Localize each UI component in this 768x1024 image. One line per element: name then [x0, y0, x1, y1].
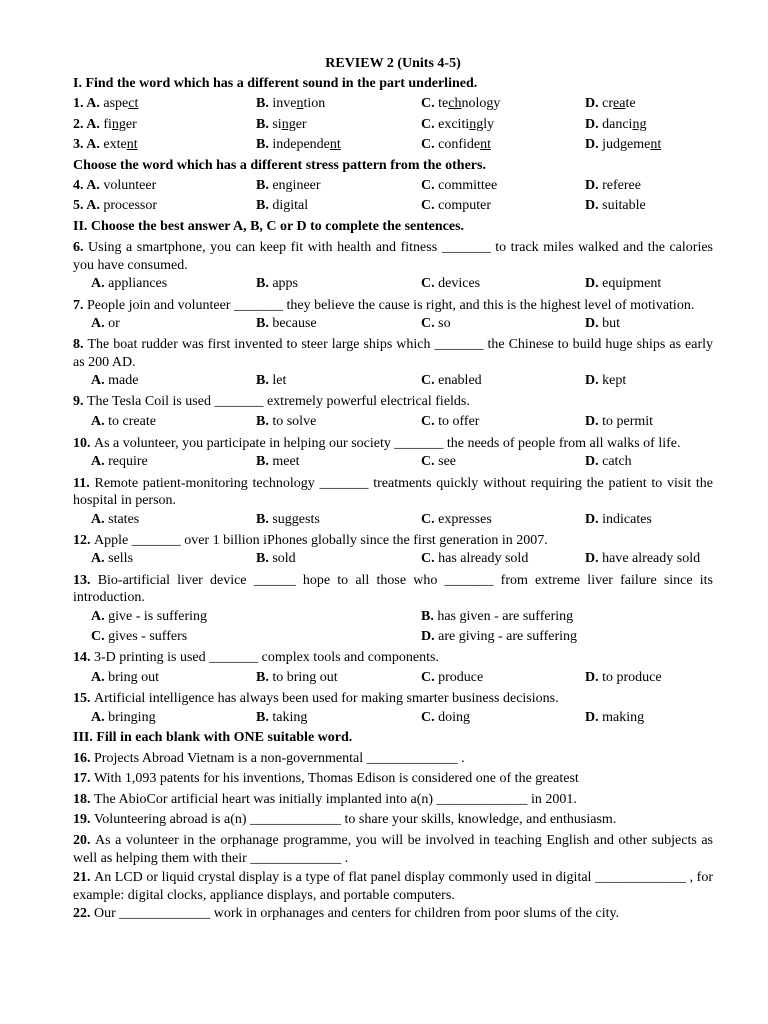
option-text: bring out [108, 670, 160, 685]
underlined-part: ch [448, 96, 462, 112]
options-row [73, 314, 713, 334]
option-letter: D. [585, 454, 603, 470]
option-text: digital [272, 198, 309, 214]
option [256, 510, 320, 530]
option-letter: B. [256, 198, 273, 214]
option-text: enabled [438, 373, 482, 389]
question-text: With 1,093 patents for his inventions, Thomas Edison is considered one of the greatest [94, 771, 579, 787]
option-text: gives - suffers [108, 629, 188, 645]
underlined-part: nt [329, 137, 341, 153]
option-letter: C. [91, 629, 109, 645]
option-letter: B. [256, 96, 273, 112]
option-letter: D. [585, 373, 603, 389]
question-text: An LCD or liquid crystal display is a type of flat panel display commonly used in digital _____________ , for example: digital clocks, appliance displays, and portable computers. [73, 870, 713, 903]
option-text: to create [108, 414, 156, 430]
option-letter: A. [91, 414, 109, 430]
question-number: 22. [73, 906, 94, 922]
option [73, 115, 137, 135]
options-row [73, 627, 713, 647]
option [91, 510, 139, 530]
option-text: sold [272, 551, 296, 567]
question-number: 17. [73, 771, 94, 787]
option-text: fi [103, 116, 112, 132]
option-text: apps [272, 276, 299, 292]
option-letter: C. [421, 316, 439, 332]
option [73, 196, 157, 216]
option-text: making [602, 709, 645, 725]
option-text: suggests [272, 511, 320, 527]
part2-list [73, 239, 713, 728]
fill-question [73, 904, 713, 924]
question-row [73, 115, 713, 135]
option-letter: A. [91, 511, 109, 527]
option [421, 314, 451, 334]
option-text: exte [103, 137, 127, 153]
option-text: bringing [108, 709, 156, 725]
question-text: 3-D printing is used _______ complex tools and components. [94, 649, 439, 665]
option-letter: D. [585, 316, 603, 332]
option-letter: C. [421, 198, 439, 214]
fill-question [73, 869, 713, 904]
option [91, 668, 159, 688]
option-letter: A. [86, 137, 104, 153]
option-text: referee [602, 177, 641, 193]
option-letter: A. [86, 198, 104, 214]
option-letter: D. [585, 276, 603, 292]
option-text: committee [438, 177, 498, 193]
option [91, 708, 156, 728]
underlined-part: ng [632, 116, 647, 132]
option [91, 314, 120, 334]
option [421, 196, 491, 216]
question-number: 1. [73, 96, 87, 112]
question-stem [73, 239, 713, 274]
question-number: 11. [73, 475, 95, 491]
question-text: Using a smartphone, you can keep fit with health and fitness _______ to track miles walked and the calories you have consumed. [73, 240, 713, 273]
option [421, 135, 491, 155]
option-text: engineer [272, 177, 321, 193]
option [585, 452, 632, 472]
question-number: 5. [73, 198, 87, 214]
option-text: tion [303, 96, 326, 112]
question-number: 7. [73, 297, 87, 313]
question-number: 10. [73, 435, 94, 451]
fill-question [73, 810, 713, 830]
option-letter: B. [256, 116, 273, 132]
option [421, 94, 500, 114]
option-letter: C. [421, 551, 439, 567]
question-stem [73, 532, 713, 550]
option-letter: A. [91, 608, 109, 624]
option-letter: A. [91, 709, 109, 725]
option-text: sells [108, 551, 134, 567]
option-text: require [108, 454, 148, 470]
question-number: 9. [73, 393, 87, 409]
question-number: 12. [73, 532, 94, 548]
question-number: 14. [73, 649, 94, 665]
option-text: suitable [602, 198, 646, 214]
question-number: 13. [73, 572, 98, 588]
option [91, 452, 148, 472]
page-title: REVIEW 2 (Units 4-5) [325, 56, 461, 71]
options-row [73, 452, 713, 472]
option [421, 412, 479, 432]
option-text: states [108, 511, 140, 527]
option-letter: C. [421, 96, 439, 112]
option-letter: D. [585, 198, 603, 214]
option [73, 135, 138, 155]
option [421, 627, 577, 647]
question-row [73, 176, 713, 196]
question-text: Remote patient-monitoring technology _______ treatments quickly without requiring the patient to visit the hospital in person. [73, 475, 713, 509]
option-text: catch [602, 454, 632, 470]
part1-stress-list [73, 176, 713, 217]
question-text: Artificial intelligence has always been used for making smarter business decisions. [94, 691, 559, 707]
underlined-part: ct [128, 96, 139, 112]
option-letter: C. [421, 177, 439, 193]
option-text: to offer [438, 414, 480, 430]
option [73, 94, 138, 114]
question-text: As a volunteer, you participate in helping our society _______ the needs of people from all walks of life. [94, 435, 681, 451]
option-letter: C. [421, 276, 439, 292]
section-heading: I. Find the word which has a different sound in the part underlined. [73, 76, 478, 91]
option-text: to permit [602, 414, 654, 430]
option [585, 274, 661, 294]
option [585, 115, 646, 135]
underlined-part: ng [469, 116, 484, 132]
question-text: Volunteering abroad is a(n) _____________ to share your skills, knowledge, and enthusiasm. [94, 811, 617, 827]
question-text: As a volunteer in the orphanage programme, you will be involved in teaching English and other subjects as well as helping them with their _____________ . [73, 833, 714, 866]
option [256, 668, 338, 688]
question-number: 4. [73, 177, 87, 193]
option [585, 412, 653, 432]
option-text: because [272, 316, 317, 332]
question-stem [73, 648, 713, 668]
option [421, 708, 470, 728]
option [91, 549, 133, 569]
option-letter: D. [585, 116, 603, 132]
option-letter: B. [256, 276, 273, 292]
option [421, 668, 483, 688]
part3-list [73, 749, 713, 925]
question-text: The Tesla Coil is used _______ extremely powerful electrical fields. [87, 393, 470, 409]
part1-list [73, 94, 713, 155]
question-text: Our _____________ work in orphanages and centers for children from poor slums of the city. [94, 906, 620, 922]
question-stem [73, 392, 713, 412]
fill-question [73, 769, 713, 789]
options-row [73, 668, 713, 688]
option-text: see [438, 454, 457, 470]
option-text: cr [602, 96, 614, 112]
underlined-part: ea [613, 96, 626, 112]
question-number: 19. [73, 811, 94, 827]
option-text: danci [602, 116, 633, 132]
option [256, 274, 298, 294]
option [421, 549, 528, 569]
section-heading: III. Fill in each blank with ONE suitable word. [73, 730, 353, 746]
option-letter: B. [256, 137, 273, 153]
option-letter: A. [91, 670, 109, 685]
question-stem [73, 336, 713, 371]
underlined-part: nt [480, 137, 491, 153]
option [585, 135, 661, 155]
option-letter: B. [421, 608, 438, 624]
option [91, 627, 187, 647]
option [256, 412, 316, 432]
option-text: devices [438, 276, 481, 292]
option-letter: C. [421, 709, 439, 725]
option-text: has given - are suffering [437, 608, 574, 624]
question-number: 6. [73, 240, 89, 256]
option [256, 452, 300, 472]
option [91, 371, 138, 391]
options-row [73, 412, 713, 432]
underlined-part: nt [650, 137, 662, 153]
option [421, 607, 573, 627]
question-stem [73, 297, 713, 315]
question-number: 21. [73, 870, 95, 886]
option-text: er [125, 116, 137, 132]
option-text: meet [272, 454, 300, 470]
option [256, 371, 286, 391]
option [585, 314, 620, 334]
options-row [73, 274, 713, 294]
option-letter: D. [585, 96, 603, 112]
underlined-part: nt [126, 137, 138, 153]
question-text: People join and volunteer _______ they believe the cause is right, and this is the highest level of motivation. [87, 297, 695, 313]
question-number: 18. [73, 791, 94, 807]
option-letter: D. [585, 414, 603, 430]
question-row [73, 196, 713, 216]
option [421, 371, 482, 391]
option [91, 274, 167, 294]
option-text: si [272, 116, 282, 132]
option-letter: A. [91, 276, 109, 292]
option-text: equipment [602, 276, 662, 292]
option [256, 135, 341, 155]
option [421, 115, 494, 135]
question-number: 20. [73, 833, 96, 849]
option-text: te [625, 96, 636, 112]
fill-question [73, 790, 713, 810]
option [585, 668, 662, 688]
option-letter: D. [585, 177, 603, 193]
option-text: kept [602, 373, 627, 389]
option-letter: B. [256, 709, 273, 725]
option-letter: D. [585, 511, 603, 527]
option-text: but [602, 316, 621, 332]
option-text: aspe [103, 96, 129, 112]
option [585, 176, 641, 196]
option-letter: D. [585, 670, 603, 685]
option-letter: C. [421, 116, 439, 132]
option-letter: A. [86, 177, 104, 193]
option-letter: B. [256, 454, 273, 470]
option [91, 607, 207, 627]
option-letter: B. [256, 551, 273, 567]
option-letter: D. [421, 629, 439, 645]
question-number: 2. [73, 116, 87, 132]
option [585, 549, 700, 569]
option-letter: A. [86, 116, 104, 132]
question-text: The boat rudder was first invented to steer large ships which _______ the Chinese to build huge ships as early as 200 AD. [73, 337, 713, 370]
option-text: produce [438, 670, 484, 685]
option-letter: C. [421, 137, 439, 153]
option-letter: B. [256, 177, 273, 193]
option-letter: C. [421, 454, 439, 470]
option-letter: D. [585, 137, 603, 153]
option [256, 708, 307, 728]
question-text: The AbioCor artificial heart was initially implanted into a(n) _____________ in 2001. [94, 791, 577, 807]
option-text: expresses [438, 511, 492, 527]
option [585, 94, 636, 114]
option-letter: A. [91, 373, 109, 389]
question-stem [73, 435, 713, 453]
option-letter: B. [256, 414, 273, 430]
option [256, 314, 317, 334]
option-letter: B. [256, 511, 273, 527]
option-letter: B. [256, 373, 273, 389]
question-stem [73, 475, 713, 510]
option [585, 708, 644, 728]
option-text: inve [272, 96, 297, 112]
option-letter: D. [585, 551, 603, 567]
option-text: give - is suffering [108, 608, 208, 624]
options-row [73, 708, 713, 728]
option-letter: B. [256, 316, 273, 332]
option-text: exciti [438, 116, 470, 132]
option-letter: C. [421, 511, 439, 527]
option-letter: C. [421, 373, 439, 389]
option-letter: D. [585, 709, 603, 725]
option-letter: A. [91, 454, 109, 470]
option-text: processor [103, 198, 158, 214]
question-text: Apple _______ over 1 billion iPhones globally since the first generation in 2007. [94, 532, 548, 548]
option [585, 510, 652, 530]
question-number: 15. [73, 691, 94, 707]
question-number: 3. [73, 137, 87, 153]
options-row [73, 607, 713, 627]
option-text: nology [461, 96, 501, 112]
option-letter: A. [91, 316, 109, 332]
option-text: te [438, 96, 449, 112]
option-text: ly [483, 116, 495, 132]
option-text: to produce [602, 670, 662, 685]
option-text: appliances [108, 276, 168, 292]
question-text: Bio-artificial liver device ______ hope to all those who _______ from extreme liver failure since its introduction. [73, 572, 714, 606]
option-text: judgeme [602, 137, 651, 153]
question-stem [73, 572, 713, 607]
question-stem [73, 690, 713, 708]
option-text: so [438, 316, 451, 332]
option-text: doing [438, 709, 471, 725]
option [585, 371, 626, 391]
question-text: Projects Abroad Vietnam is a non-governmental _____________ . [94, 750, 465, 766]
option-text: to bring out [272, 670, 338, 685]
options-row [73, 371, 713, 391]
option-letter: B. [256, 670, 273, 685]
option [421, 452, 456, 472]
options-row [73, 510, 713, 530]
question-number: 8. [73, 337, 88, 353]
option-text: or [108, 316, 120, 332]
question-number: 16. [73, 750, 94, 766]
option-text: are giving - are suffering [438, 629, 578, 645]
option-letter: A. [91, 551, 109, 567]
option-text: computer [438, 198, 491, 214]
option [256, 94, 325, 114]
option-text: independe [272, 137, 330, 153]
option [421, 274, 480, 294]
option-letter: A. [86, 96, 104, 112]
option-text: let [272, 373, 287, 389]
option [421, 176, 497, 196]
question-row [73, 94, 713, 114]
option-text: er [295, 116, 307, 132]
fill-question [73, 749, 713, 769]
option-text: indicates [602, 511, 652, 527]
option-text: have already sold [602, 551, 701, 567]
worksheet [73, 54, 713, 925]
underlined-part: n [296, 96, 304, 112]
option-text: volunteer [103, 177, 157, 193]
option [256, 115, 307, 135]
underlined-part: ng [111, 116, 126, 132]
option-letter: C. [421, 670, 439, 685]
option-text: to solve [272, 414, 317, 430]
question-row [73, 135, 713, 155]
option-text: confide [438, 137, 481, 153]
option-letter: C. [421, 414, 439, 430]
option [421, 510, 492, 530]
option-text: has already sold [438, 551, 529, 567]
option [585, 196, 646, 216]
options-row [73, 549, 713, 569]
option [73, 176, 156, 196]
fill-question [73, 832, 713, 867]
option [256, 549, 296, 569]
section-heading: II. Choose the best answer A, B, C or D to complete the sentences. [73, 218, 465, 234]
section-heading: Choose the word which has a different stress pattern from the others. [73, 157, 486, 173]
option-text: made [108, 373, 139, 389]
option-text: taking [272, 709, 308, 725]
option [256, 176, 321, 196]
option [256, 196, 308, 216]
option [91, 412, 156, 432]
underlined-part: ng [281, 116, 296, 132]
